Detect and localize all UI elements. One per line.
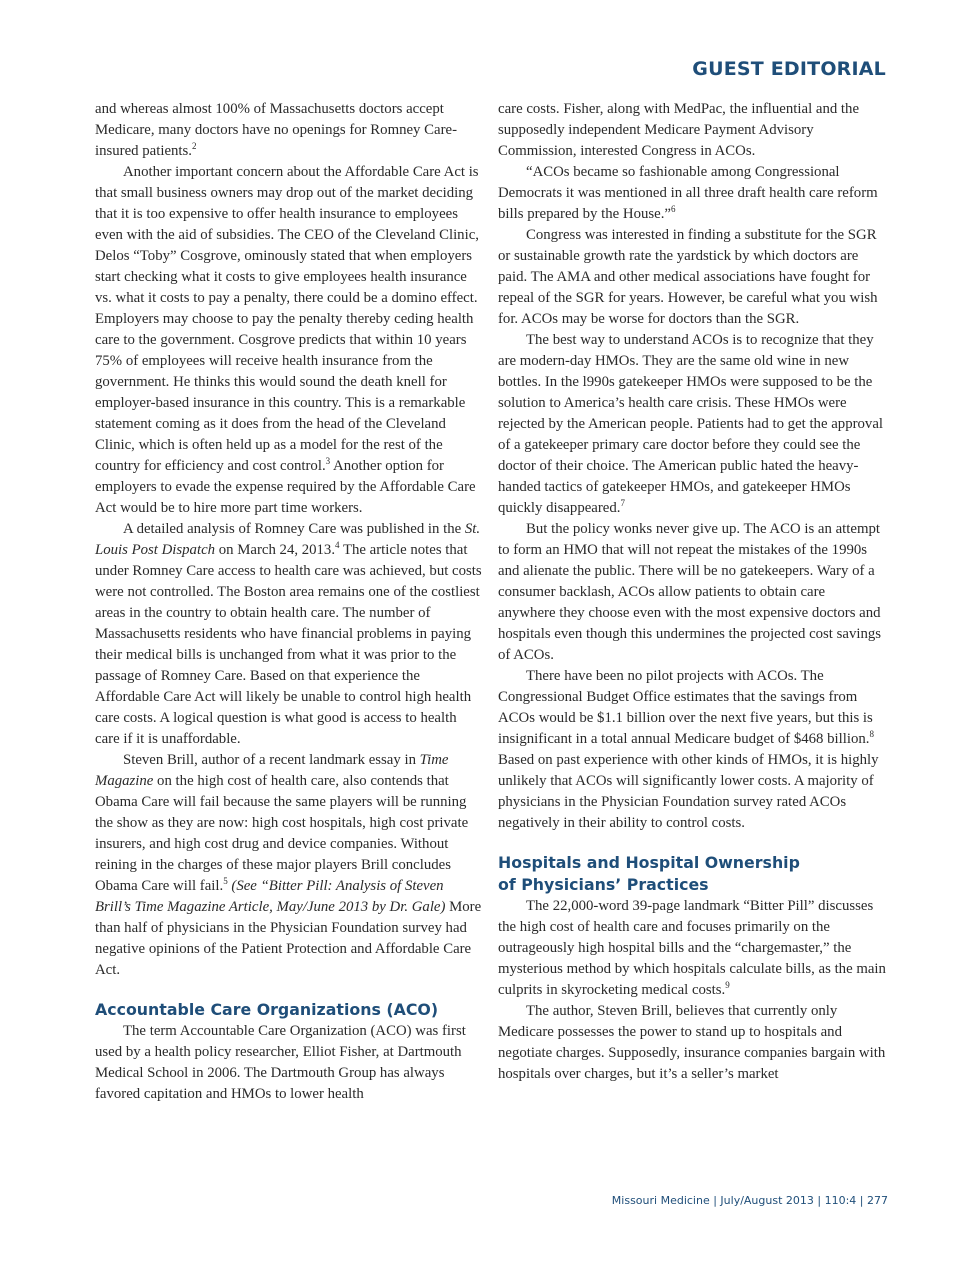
publication-title: Time Magazine — [95, 752, 449, 789]
paragraph: The term Accountable Care Organization (ACO) was first used by a health policy researcher, Elliot Fisher, at Dartmouth Medical School in 2006. The Dartmouth Group has always favored capitation and HMOs to lower health — [95, 1023, 466, 1102]
paragraph: The author, Steven Brill, believes that currently only Medicare possesses the power to stand up to hospitals and negotiate charges. Supposedly, insurance companies bargain with hospitals over charges, but it’s a seller’s market — [498, 1003, 886, 1082]
section-heading-aco: Accountable Care Organizations (ACO) — [95, 1000, 439, 1019]
paragraph: A detailed analysis of Romney Care was published in the St. Louis Post Dispatch on March 24, 2013.$^4$ The article notes that under Romney Care access to health care was achieved, but costs were not controlled. The Boston area remains one of the costliest areas in the country to obtain health care. The number of Massachusetts residents who have financial problems in paying their medical bills is unchanged from what it was prior to the passage of Romney Care. Based on that experience the Affordable Care Act will likely be unable to control high health care costs. A logical question is what good is access to health care if it is unaffordable. — [95, 521, 482, 747]
footnote-ref: 6 — [671, 204, 676, 215]
paragraph: Steven Brill, author of a recent landmark essay in Time Magazine on the high cost of health care, also contends that Obama Care will fail because the same players will be running the show as they are now: high cost hospitals, high cost private insurers, and high cost drug and device companies. Without reining in the charges of these major players Brill concludes Obama Care will fail.$^5$ (See “Bitter Pill: Analysis of Steven Brill’s Time Magazine Article, May/June 2013 by Dr. Gale) More than half of physicians in the Physician Foundation survey had negative opinions of the Patient Protection and Affordable Care Act. — [95, 752, 482, 978]
footnote-ref: 5 — [223, 876, 228, 887]
left-column — [95, 99, 483, 1105]
paragraph: The best way to understand ACOs is to recognize that they are modern-day HMOs. They are the same old wine in new bottles. In the l990s gatekeeper HMOs were supposed to be the solution to America’s health care crisis. These HMOs were rejected by the American people. Patients had to get the approval of a gatekeeper primary care doctor before they could see the doctor of their choice. The American public hated the heavy-handed tactics of gatekeeper HMOs, and gatekeeper HMOs quickly disappeared.$^7$ — [498, 332, 883, 516]
footnote-ref: 8 — [869, 729, 874, 740]
page-footer: Missouri Medicine | July/August 2013 | 110:4 | 277 — [611, 1194, 888, 1207]
paragraph: Congress was interested in finding a substitute for the SGR or sustainable growth rate the yardstick by which doctors are paid. The AMA and other medical associations have fought for repeal of the SGR for years. However, be careful what you wish for. ACOs may be worse for doctors than the SGR. — [498, 227, 878, 327]
paragraph: and whereas almost 100% of Massachusetts doctors accept Medicare, many doctors have no openings for Romney Care-insured patients.$^2$ — [95, 101, 458, 159]
paragraph: care costs. Fisher, along with MedPac, the influential and the supposedly independent Medicare Payment Advisory Commission, interested Congress in ACOs. — [498, 101, 860, 159]
footnote-ref: 7 — [620, 498, 625, 509]
paragraph: Another important concern about the Affordable Care Act is that small business owners may drop out of the market deciding that it is too expensive to offer health insurance to employees even with the aid of subsidies. The CEO of the Cleveland Clinic, Delos “Toby” Cosgrove, ominously stated that when employers start checking what it costs to give employees health insurance vs. what it costs to pay a penalty, there could be a domino effect. Employers may choose to pay the penalty thereby ceding health care to the government. Cosgrove predicts that within 10 years 75% of employees will receive health insurance from the government. He thinks this would sound the death knell for employer-based insurance in this country. This is a remarkable statement coming as it does from the head of the Cleveland Clinic, which is often held up as a model for the rest of the country for efficiency and cost control.$^3$ Another option for employers to evade the expense required by the Affordable Care Act would be to hire more part time workers. — [95, 164, 479, 516]
paragraph: The 22,000-word 39-page landmark “Bitter Pill” discusses the high cost of health care and focuses primarily on the outrageously high hospital bills and the “chargemaster,” the mysterious method by which hospitals calculate bills, as the main culprits in skyrocketing medical costs.$^9$ — [498, 898, 886, 998]
footnote-ref: 9 — [725, 980, 730, 991]
right-column — [498, 99, 886, 1085]
section-heading-hospitals: Hospitals and Hospital Ownership of Physicians’ Practices — [498, 853, 800, 894]
cross-reference: (See “Bitter Pill: Analysis of Steven Brill’s Time Magazine Article, May/June 2013 by Dr. Gale) — [95, 878, 446, 915]
section-header: GUEST EDITORIAL — [692, 58, 886, 80]
footnote-ref: 4 — [335, 540, 340, 551]
footnote-ref: 3 — [325, 456, 331, 467]
paragraph: There have been no pilot projects with ACOs. The Congressional Budget Office estimates that the savings from ACOs would be $1.1 billion over the next five years, but this is insignificant in a total annual Medicare budget of $468 billion.$^8$ Based on past experience with other kinds of HMOs, it is highly unlikely that ACOs will significantly lower costs. A majority of physicians in the Physician Foundation survey rated ACOs negatively in their ability to control costs. — [498, 668, 879, 831]
paragraph: “ACOs became so fashionable among Congressional Democrats it was mentioned in all three draft health care reform bills prepared by the House.”$^6$ — [498, 164, 878, 222]
paragraph: But the policy wonks never give up. The ACO is an attempt to form an HMO that will not repeat the mistakes of the 1990s and alienate the public. There will be no gatekeepers. Wary of a consumer backlash, ACOs allow patients to obtain care anywhere they choose even with the most expensive doctors and hospitals even though this undermines the projected cost savings of ACOs. — [498, 521, 882, 663]
publication-title: St. Louis Post Dispatch — [95, 521, 481, 558]
footnote-ref: 2 — [191, 141, 197, 152]
